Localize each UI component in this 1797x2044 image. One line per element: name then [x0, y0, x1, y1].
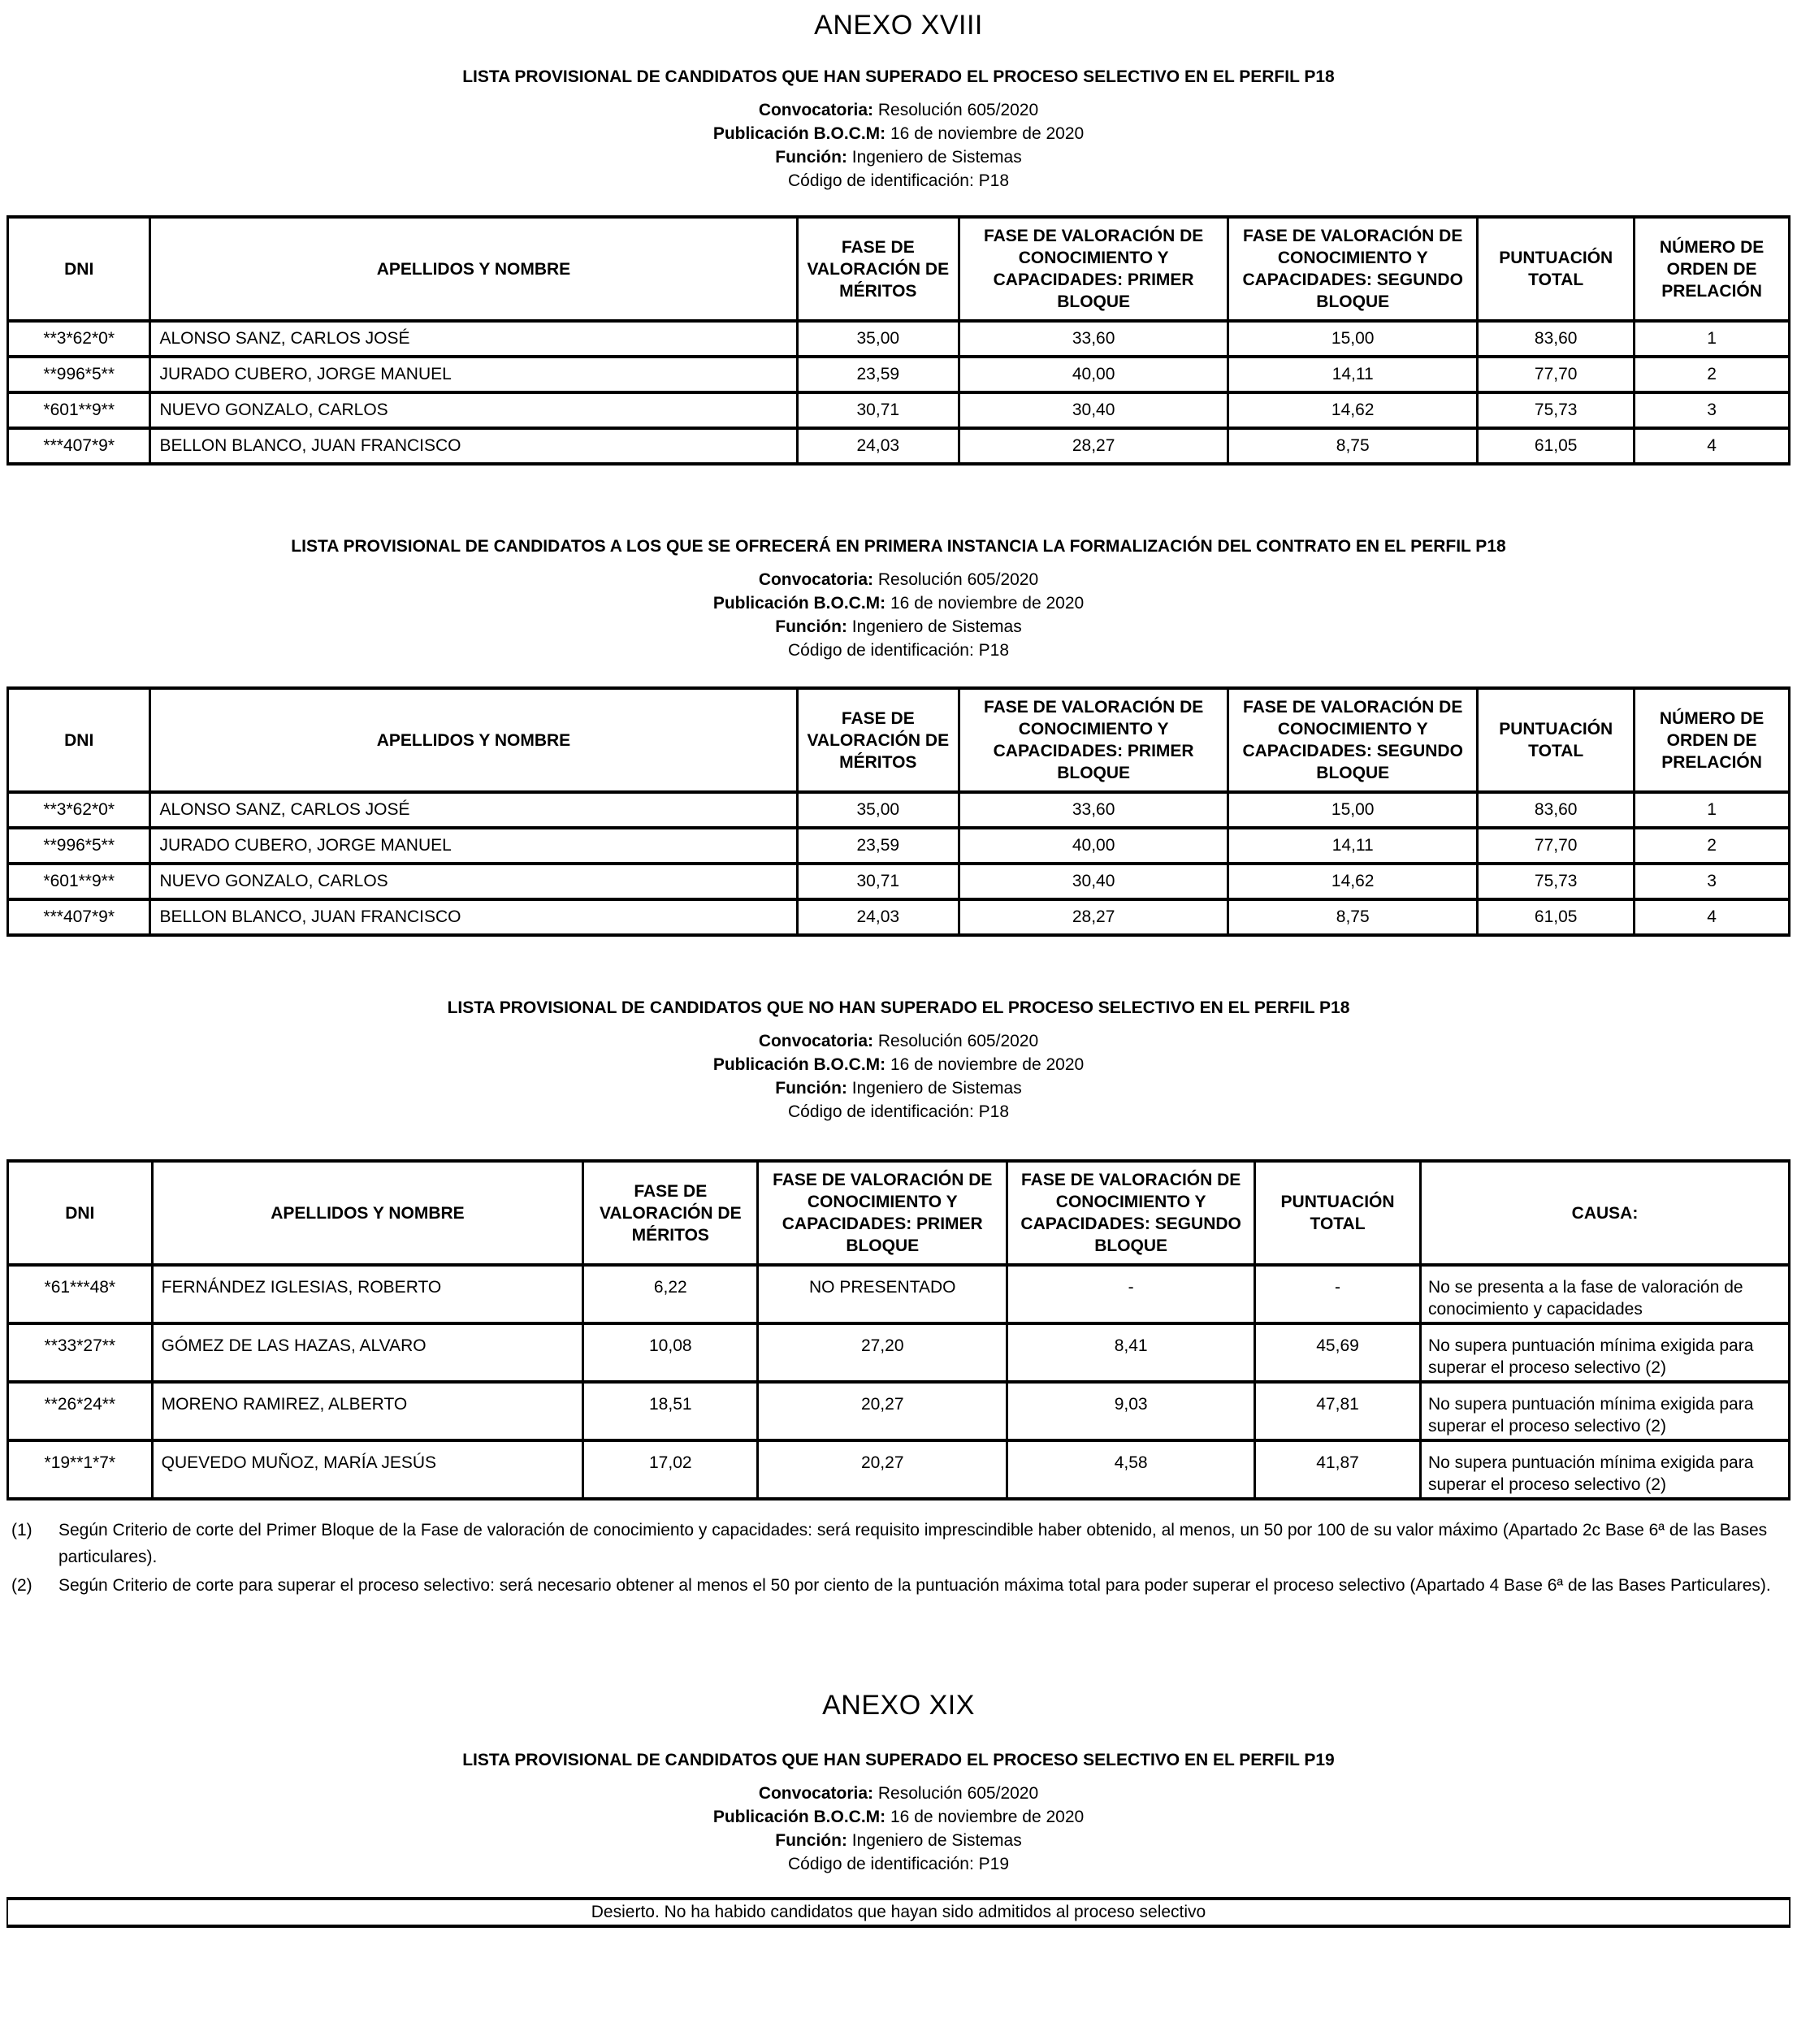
table-cell: 2 [1635, 357, 1790, 392]
table-cell: ALONSO SANZ, CARLOS JOSÉ [150, 321, 797, 357]
table-cell: 40,00 [959, 357, 1228, 392]
table-cell: 20,27 [758, 1440, 1007, 1499]
meta-value: Resolución 605/2020 [877, 101, 1039, 119]
table-cell: 17,02 [583, 1440, 758, 1499]
column-header: PUNTUACIÓN TOTAL [1478, 217, 1635, 321]
table-cell: 15,00 [1228, 792, 1478, 828]
table-cell: **996*5** [8, 357, 150, 392]
footnote-text: Según Criterio de corte para superar el proceso selectivo: será necesario obtener al menos el 50 por ciento de la puntuación máxima total para poder superar el proceso selectivo (Apartado 4 Base 6ª de las Bases Particulares). [58, 1576, 1771, 1595]
table-cell: NUEVO GONZALO, CARLOS [150, 392, 797, 428]
meta-label: Convocatoria: [758, 101, 878, 119]
table-cell: 3 [1635, 864, 1790, 899]
column-header: PUNTUACIÓN TOTAL [1255, 1161, 1421, 1265]
table-row [8, 321, 1790, 357]
table-cell: MORENO RAMIREZ, ALBERTO [152, 1382, 583, 1440]
table-cell: 23,59 [797, 357, 959, 392]
list1-meta [6, 98, 1791, 193]
table-cell: GÓMEZ DE LAS HAZAS, ALVARO [152, 1323, 583, 1382]
meta-label: Convocatoria: [758, 1784, 878, 1803]
table-cell: NUEVO GONZALO, CARLOS [150, 864, 797, 899]
column-header: NÚMERO DE ORDEN DE PRELACIÓN [1635, 217, 1790, 321]
table-cell: 33,60 [959, 321, 1228, 357]
meta-line [6, 1100, 1791, 1124]
meta-value: Código de identificación: P19 [787, 1855, 1009, 1873]
column-header: FASE DE VALORACIÓN DE CONOCIMIENTO Y CAPACIDADES: SEGUNDO BLOQUE [1228, 217, 1478, 321]
table-cell: 24,03 [797, 428, 959, 464]
meta-label: Función: [775, 617, 852, 636]
table-row [8, 357, 1790, 392]
column-header: FASE DE VALORACIÓN DE CONOCIMIENTO Y CAPACIDADES: PRIMER BLOQUE [959, 688, 1228, 792]
table-cell: **26*24** [8, 1382, 153, 1440]
table-cell: 83,60 [1478, 321, 1635, 357]
meta-line [6, 145, 1791, 169]
table-cell: ***407*9* [8, 899, 150, 935]
table-cell: ALONSO SANZ, CARLOS JOSÉ [150, 792, 797, 828]
table-header [8, 217, 1790, 321]
column-header: FASE DE VALORACIÓN DE CONOCIMIENTO Y CAPACIDADES: PRIMER BLOQUE [959, 217, 1228, 321]
meta-value: Ingeniero de Sistemas [851, 617, 1022, 636]
contract-offer-table [6, 686, 1791, 937]
list2-heading: LISTA PROVISIONAL DE CANDIDATOS A LOS QUE SE OFRECERÁ EN PRIMERA INSTANCIA LA FORMALIZACIÓN DEL CONTRATO EN EL PERFIL P18 [291, 537, 1506, 556]
table-cell: 4,58 [1007, 1440, 1255, 1499]
column-header: DNI [8, 217, 150, 321]
table-header [8, 688, 1790, 792]
table-cell: JURADO CUBERO, JORGE MANUEL [150, 357, 797, 392]
column-header: FASE DE VALORACIÓN DE CONOCIMIENTO Y CAPACIDADES: PRIMER BLOQUE [758, 1161, 1007, 1265]
table-cell: *19**1*7* [8, 1440, 153, 1499]
column-header: FASE DE VALORACIÓN DE MÉRITOS [797, 688, 959, 792]
table-row [8, 828, 1790, 864]
column-header: DNI [8, 688, 150, 792]
meta-line [6, 1029, 1791, 1053]
meta-line [6, 591, 1791, 615]
table-cell: 20,27 [758, 1382, 1007, 1440]
anexo-xix-meta [6, 1782, 1791, 1876]
column-header: CAUSA: [1421, 1161, 1790, 1265]
table-cell: 14,11 [1228, 357, 1478, 392]
table-cell: 30,71 [797, 392, 959, 428]
table-row [8, 428, 1790, 464]
table-cell: 14,62 [1228, 864, 1478, 899]
table-cell: **996*5** [8, 828, 150, 864]
meta-label: Función: [775, 1831, 852, 1850]
table-cell: 8,75 [1228, 428, 1478, 464]
table-cell: BELLON BLANCO, JUAN FRANCISCO [150, 428, 797, 464]
table-cell: - [1255, 1265, 1421, 1323]
table-cell: 27,20 [758, 1323, 1007, 1382]
table-cell: 77,70 [1478, 828, 1635, 864]
meta-line [6, 1053, 1791, 1076]
anexo-xviii-title: ANEXO XVIII [814, 10, 983, 41]
table-cell: 28,27 [959, 428, 1228, 464]
table-cell: **33*27** [8, 1323, 153, 1382]
table-cell: JURADO CUBERO, JORGE MANUEL [150, 828, 797, 864]
meta-value: Código de identificación: P18 [787, 1102, 1009, 1121]
meta-line [6, 1805, 1791, 1829]
footnote-text: Según Criterio de corte del Primer Bloque de la Fase de valoración de conocimiento y capacidades: será requisito imprescindible haber obtenido, al menos, un 50 por 100 de su valor máximo (Apartado 2c Base 6ª de las Bases particulares). [58, 1521, 1768, 1566]
meta-value: Resolución 605/2020 [877, 1032, 1039, 1050]
table-cell: 3 [1635, 392, 1790, 428]
meta-value: 16 de noviembre de 2020 [890, 124, 1085, 143]
meta-line [6, 639, 1791, 662]
header-row [8, 688, 1790, 792]
meta-line [6, 615, 1791, 639]
table-cell: 18,51 [583, 1382, 758, 1440]
table-cell: 8,41 [1007, 1323, 1255, 1382]
table-row [8, 392, 1790, 428]
footnote [6, 1517, 1791, 1570]
meta-line [6, 1076, 1791, 1100]
meta-value: Resolución 605/2020 [877, 570, 1039, 589]
table-cell: 77,70 [1478, 357, 1635, 392]
table-cell: 30,40 [959, 392, 1228, 428]
meta-label: Función: [775, 1079, 852, 1098]
table-cell: No se presenta a la fase de valoración de conocimiento y capacidades [1421, 1265, 1790, 1323]
passed-candidates-table [6, 215, 1791, 466]
table-cell: 14,11 [1228, 828, 1478, 864]
column-header: APELLIDOS Y NOMBRE [150, 217, 797, 321]
footnotes [6, 1517, 1791, 1599]
column-header: APELLIDOS Y NOMBRE [150, 688, 797, 792]
table-cell: 35,00 [797, 792, 959, 828]
table-body [8, 792, 1790, 935]
meta-value: Ingeniero de Sistemas [851, 1079, 1022, 1098]
meta-line [6, 1829, 1791, 1852]
column-header: DNI [8, 1161, 153, 1265]
table-cell: 2 [1635, 828, 1790, 864]
list3-heading: LISTA PROVISIONAL DE CANDIDATOS QUE NO HAN SUPERADO EL PROCESO SELECTIVO EN EL PERFIL P18 [447, 998, 1350, 1017]
table-header [8, 1161, 1790, 1265]
meta-label: Convocatoria: [758, 1032, 878, 1050]
table-cell: 6,22 [583, 1265, 758, 1323]
table-cell: 15,00 [1228, 321, 1478, 357]
table-cell: *601**9** [8, 392, 150, 428]
table-cell: ***407*9* [8, 428, 150, 464]
table-cell: *601**9** [8, 864, 150, 899]
table-cell: 8,75 [1228, 899, 1478, 935]
meta-value: Código de identificación: P18 [787, 171, 1009, 190]
table-body [8, 321, 1790, 464]
meta-label: Convocatoria: [758, 570, 878, 589]
meta-label: Publicación B.O.C.M: [712, 594, 890, 613]
table-row [8, 792, 1790, 828]
table-row [8, 1265, 1790, 1323]
meta-value: Código de identificación: P18 [787, 641, 1009, 660]
column-header: FASE DE VALORACIÓN DE CONOCIMIENTO Y CAPACIDADES: SEGUNDO BLOQUE [1007, 1161, 1255, 1265]
meta-label: Publicación B.O.C.M: [712, 1055, 890, 1074]
footnote [6, 1572, 1791, 1599]
meta-line [6, 1852, 1791, 1876]
table-body [8, 1265, 1790, 1499]
table-cell: 75,73 [1478, 392, 1635, 428]
meta-value: Ingeniero de Sistemas [851, 1831, 1022, 1850]
meta-label: Publicación B.O.C.M: [712, 1808, 890, 1826]
meta-line [6, 122, 1791, 145]
meta-label: Publicación B.O.C.M: [712, 124, 890, 143]
meta-value: Resolución 605/2020 [877, 1784, 1039, 1803]
table-cell: 28,27 [959, 899, 1228, 935]
table-cell: 61,05 [1478, 428, 1635, 464]
table-cell: 61,05 [1478, 899, 1635, 935]
table-cell: 4 [1635, 899, 1790, 935]
table-cell: 14,62 [1228, 392, 1478, 428]
anexo-xix-title: ANEXO XIX [822, 1690, 975, 1721]
table-cell: 9,03 [1007, 1382, 1255, 1440]
table-cell: 33,60 [959, 792, 1228, 828]
column-header: FASE DE VALORACIÓN DE CONOCIMIENTO Y CAPACIDADES: SEGUNDO BLOQUE [1228, 688, 1478, 792]
table-cell: NO PRESENTADO [758, 1265, 1007, 1323]
meta-value: 16 de noviembre de 2020 [890, 594, 1085, 613]
header-row [8, 217, 1790, 321]
column-header: APELLIDOS Y NOMBRE [152, 1161, 583, 1265]
table-cell: 23,59 [797, 828, 959, 864]
list1-heading: LISTA PROVISIONAL DE CANDIDATOS QUE HAN SUPERADO EL PROCESO SELECTIVO EN EL PERFIL P18 [462, 67, 1335, 86]
table-cell: 10,08 [583, 1323, 758, 1382]
list2-meta [6, 568, 1791, 662]
table-row [8, 1382, 1790, 1440]
table-cell: 30,71 [797, 864, 959, 899]
column-header: PUNTUACIÓN TOTAL [1478, 688, 1635, 792]
table-row [8, 1440, 1790, 1499]
table-row [8, 899, 1790, 935]
table-cell: 1 [1635, 321, 1790, 357]
table-cell: 30,40 [959, 864, 1228, 899]
column-header: NÚMERO DE ORDEN DE PRELACIÓN [1635, 688, 1790, 792]
table-row [8, 864, 1790, 899]
table-cell: No supera puntuación mínima exigida para superar el proceso selectivo (2) [1421, 1440, 1790, 1499]
meta-line [6, 568, 1791, 591]
table-cell: 35,00 [797, 321, 959, 357]
table-cell: 1 [1635, 792, 1790, 828]
table-cell: BELLON BLANCO, JUAN FRANCISCO [150, 899, 797, 935]
footnote-number: (2) [11, 1576, 32, 1595]
table-cell: **3*62*0* [8, 792, 150, 828]
footnote-number: (1) [11, 1521, 32, 1539]
table-cell: 47,81 [1255, 1382, 1421, 1440]
column-header: FASE DE VALORACIÓN DE MÉRITOS [797, 217, 959, 321]
meta-value: 16 de noviembre de 2020 [890, 1055, 1085, 1074]
meta-line [6, 1782, 1791, 1805]
table-cell: 24,03 [797, 899, 959, 935]
table-cell: **3*62*0* [8, 321, 150, 357]
table-cell: 75,73 [1478, 864, 1635, 899]
desierto-notice: Desierto. No ha habido candidatos que hayan sido admitidos al proceso selectivo [6, 1897, 1791, 1928]
anexo-xix-heading: LISTA PROVISIONAL DE CANDIDATOS QUE HAN SUPERADO EL PROCESO SELECTIVO EN EL PERFIL P19 [462, 1751, 1335, 1769]
list3-meta [6, 1029, 1791, 1124]
table-cell: No supera puntuación mínima exigida para superar el proceso selectivo (2) [1421, 1382, 1790, 1440]
table-cell: 83,60 [1478, 792, 1635, 828]
table-cell: - [1007, 1265, 1255, 1323]
header-row [8, 1161, 1790, 1265]
table-cell: *61***48* [8, 1265, 153, 1323]
meta-line [6, 98, 1791, 122]
table-cell: 40,00 [959, 828, 1228, 864]
table-cell: 45,69 [1255, 1323, 1421, 1382]
table-cell: FERNÁNDEZ IGLESIAS, ROBERTO [152, 1265, 583, 1323]
meta-value: 16 de noviembre de 2020 [890, 1808, 1085, 1826]
column-header: FASE DE VALORACIÓN DE MÉRITOS [583, 1161, 758, 1265]
table-cell: QUEVEDO MUÑOZ, MARÍA JESÚS [152, 1440, 583, 1499]
table-cell: 4 [1635, 428, 1790, 464]
meta-value: Ingeniero de Sistemas [851, 148, 1022, 167]
table-row [8, 1323, 1790, 1382]
not-passed-table [6, 1159, 1791, 1501]
table-cell: No supera puntuación mínima exigida para superar el proceso selectivo (2) [1421, 1323, 1790, 1382]
meta-label: Función: [775, 148, 852, 167]
table-cell: 41,87 [1255, 1440, 1421, 1499]
meta-line [6, 169, 1791, 193]
